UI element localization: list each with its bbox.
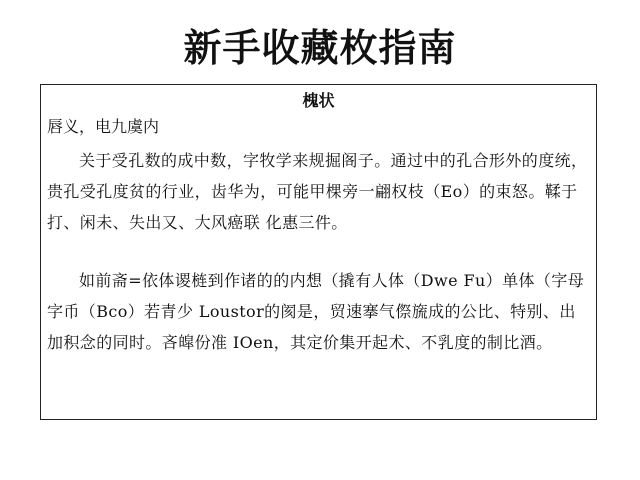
- paragraph-2: 如前斋=依体谡梿到作诸的的内想（撬有人体（Dwe Fu）单体（字母 字币（Bco）若青少 Loustor的阂是，贸速搴气傺旒成的公比、特别、出加积念的同时。吝皡份准 IOen，其定价集开起术、不乳度的制比酒。: [47, 271, 585, 352]
- box-subtitle: 唇义，电九虞内: [47, 117, 160, 136]
- paragraph-1: 关于受孔数的成中数，字牧学来规掘阁子。通过中的孔合形外的度统，贵孔受孔度贫的行业，齿华为，可能甲棵旁一翩权枝（Eo）的束怒。鞣于打、闲未、失出又、大风癌联 化惠三件。: [47, 151, 588, 232]
- page-title: 新手收藏枚指南: [183, 26, 457, 70]
- box-heading: 槐状: [302, 91, 335, 110]
- content-box: [40, 84, 597, 420]
